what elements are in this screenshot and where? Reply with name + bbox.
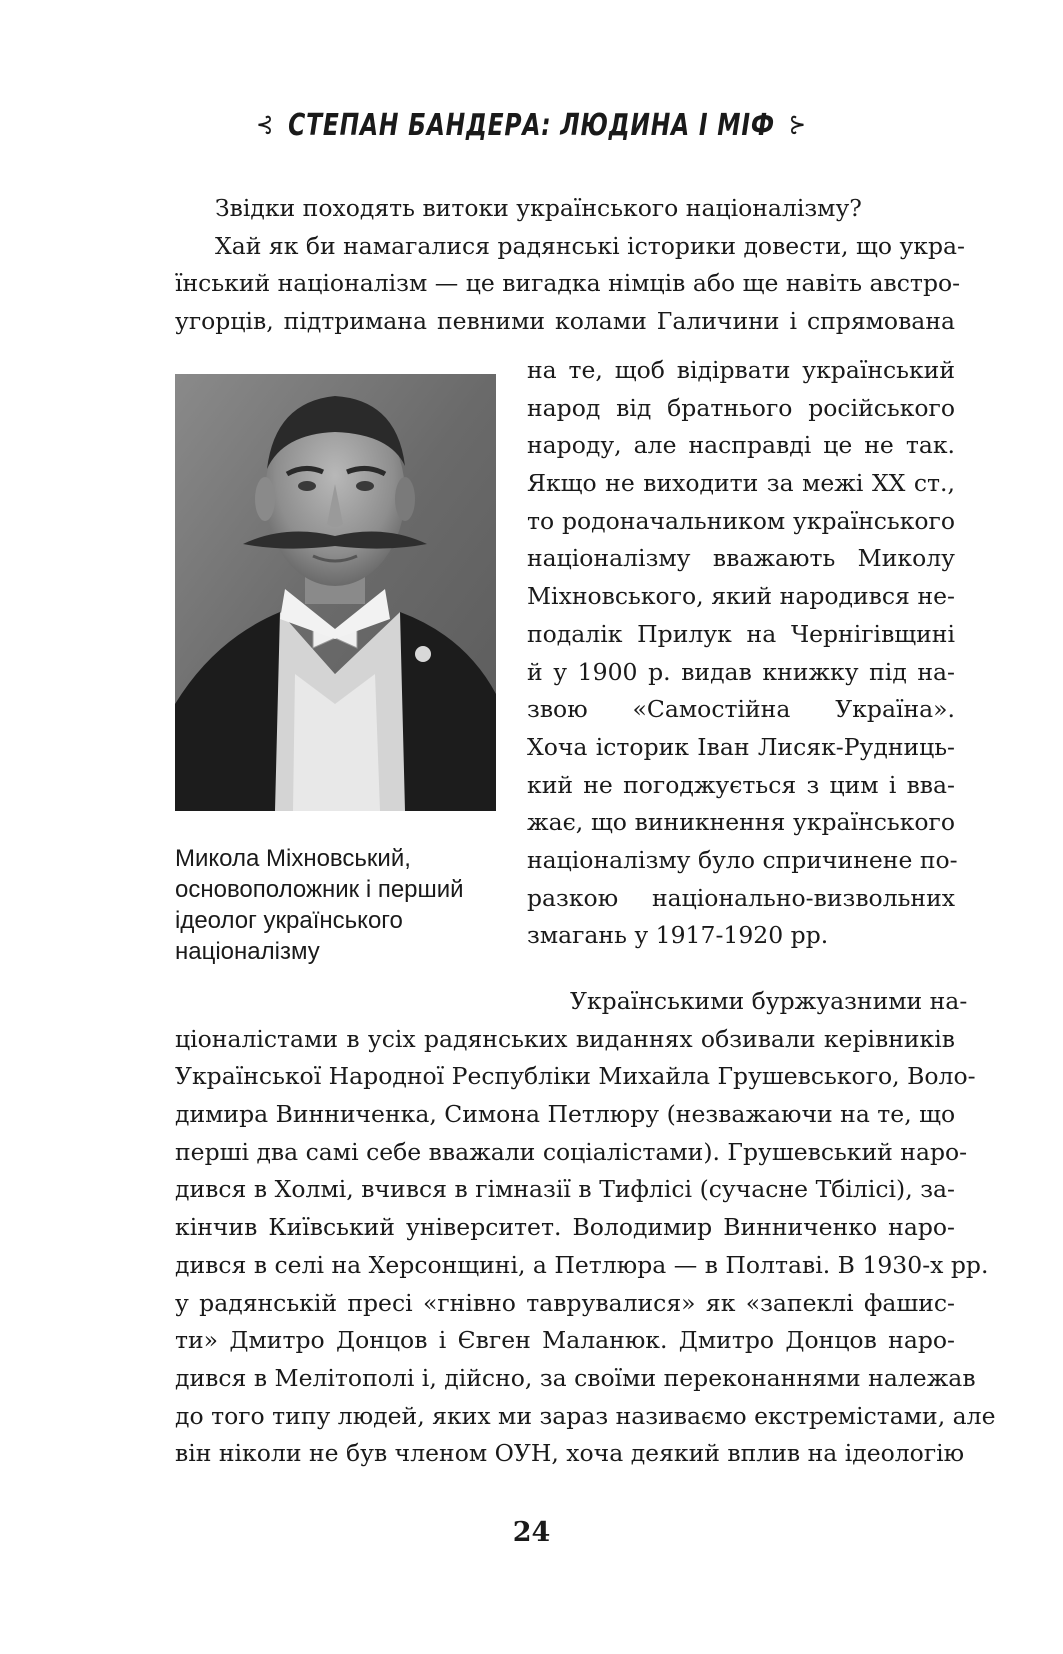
photo-caption <box>175 843 515 967</box>
text-line: Звідки походять витоки українського націоналізму? <box>215 194 862 222</box>
text-line: націоналізму було спричинене по- <box>527 845 958 874</box>
text-line: звою «Самостійна Україна». <box>527 695 955 724</box>
portrait-photo <box>175 374 496 811</box>
text-line: Українськими буржуазними на- <box>570 987 968 1015</box>
text-line: то родоначальником українського <box>527 506 955 535</box>
caption-line: основоположник і перший <box>175 876 464 903</box>
text-line: перші два самі себе вважали соціалістами). Грушевський наро- <box>175 1137 968 1166</box>
text-line: разкою національно-визвольних <box>527 883 955 912</box>
text-line: дився в Мелітополі і, дійсно, за своїми переконаннями належав <box>175 1363 976 1392</box>
text-line: Української Народної Республіки Михайла Грушевського, Воло- <box>175 1062 976 1091</box>
ornament-right-icon: ⊱ <box>788 110 807 140</box>
text-line: кий не погоджується з цим і вва- <box>527 770 955 799</box>
ornament-left-icon: ⊰ <box>256 110 275 140</box>
text-line: жає, що виникнення українського <box>527 808 955 837</box>
text-line: угорців, підтримана певними колами Галичини і спрямована <box>175 307 955 336</box>
running-header <box>117 108 946 143</box>
text-line: до того типу людей, яких ми зараз називаємо екстремістами, але <box>175 1401 996 1430</box>
text-line: дився в Холмі, вчився в гімназії в Тифлісі (сучасне Тбілісі), за- <box>175 1175 955 1204</box>
text-line: ціоналістами в усіх радянських виданнях обзивали керівників <box>175 1024 955 1053</box>
caption-line: Микола Міхновський, <box>175 845 411 872</box>
text-line: дився в селі на Херсонщині, а Петлюра — в Полтаві. В 1930-х рр. <box>175 1250 989 1279</box>
text-line: він ніколи не був членом ОУН, хоча деякий вплив на ідеологію <box>175 1439 965 1468</box>
text-line: на те, щоб відірвати український <box>527 356 955 384</box>
text-line: змагань у 1917-1920 рр. <box>527 921 829 950</box>
text-line: Хоча історик Іван Лисяк-Рудниць- <box>527 732 955 761</box>
body-text-right <box>527 352 958 955</box>
text-line: Якщо не виходити за межі XX ст., <box>527 469 955 498</box>
caption-line: ідеолог українського <box>175 907 403 934</box>
text-line: Міхновського, який народився не- <box>527 582 955 611</box>
text-line: ти» Дмитро Донцов і Євген Маланюк. Дмитро Донцов наро- <box>175 1326 955 1355</box>
text-line: кінчив Київський університет. Володимир Винниченко наро- <box>175 1213 955 1242</box>
text-line: народ від братнього російського <box>527 393 955 422</box>
header-title: СТЕПАН БАНДЕРА: ЛЮДИНА І МІФ <box>288 108 775 143</box>
text-line: Хай як би намагалися радянські історики довести, що укра- <box>215 231 965 260</box>
text-line: націоналізму вважають Миколу <box>527 544 955 573</box>
text-line: димира Винниченка, Симона Петлюру (незважаючи на те, що <box>175 1100 956 1129</box>
text-line: й у 1900 р. видав книжку під на- <box>527 657 955 686</box>
text-line: подалік Прилук на Чернігівщині <box>527 619 955 648</box>
page-number: 24 <box>512 1517 551 1548</box>
body-text-top <box>175 190 965 341</box>
text-line: народу, але насправді це не так. <box>527 431 955 460</box>
portrait-image <box>175 374 496 811</box>
body-text-bottom <box>175 983 996 1473</box>
text-line: у радянській пресі «гнівно таврувалися» як «запеклі фашис- <box>175 1288 955 1317</box>
text-line: їнський націоналізм — це вигадка німців або ще навіть австро- <box>175 269 961 298</box>
caption-line: націоналізму <box>175 938 320 965</box>
